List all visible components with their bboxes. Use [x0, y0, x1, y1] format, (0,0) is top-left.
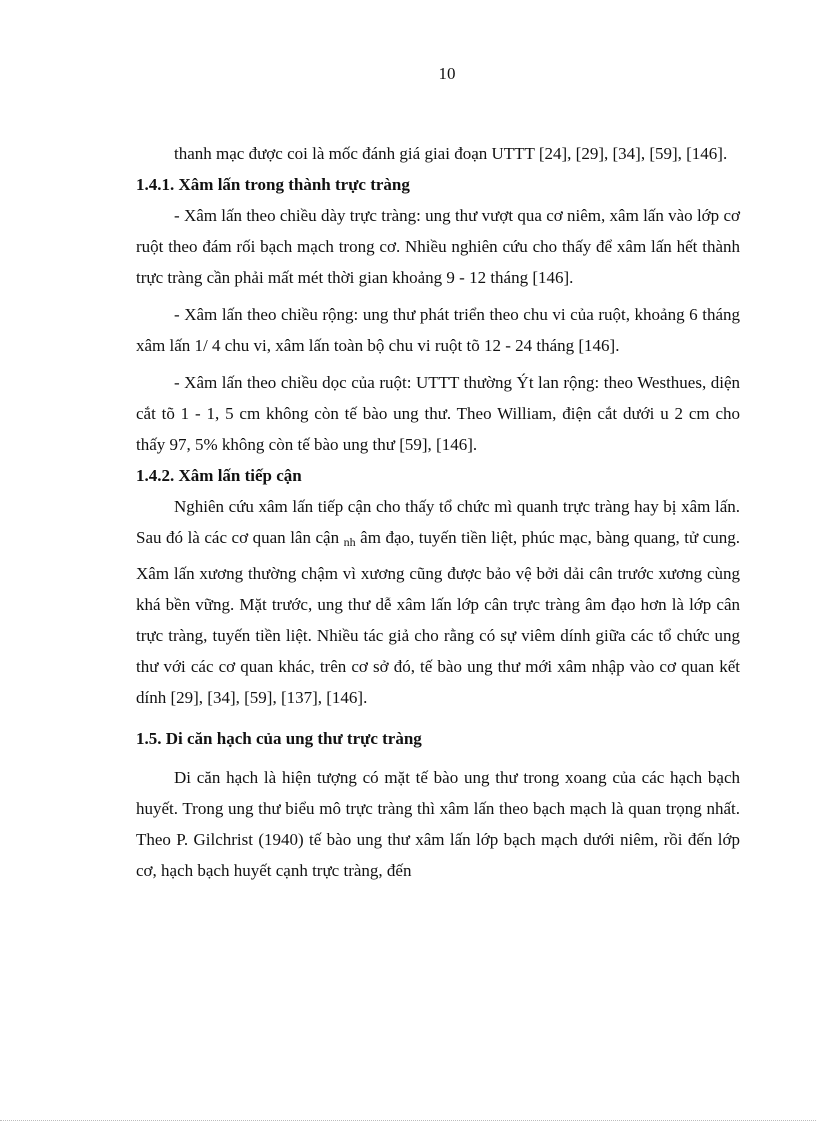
section-heading-1-4-1: 1.4.1. Xâm lấn trong thành trực tràng: [136, 175, 410, 194]
paragraph-depth-invasion: - Xâm lấn theo chiều dày trực tràng: ung thư vượt qua cơ niêm, xâm lấn vào lớp cơ ruột theo đám rối bạch mạch trong cơ. Nhiều nghiên cứu cho thấy để xâm lấn hết thành trực tràng cần phải mất mét thời gian khoảng 9 - 12 tháng [146].: [136, 206, 740, 287]
paragraph-adjacent-invasion: [136, 491, 740, 713]
page-bottom-divider: [0, 1120, 816, 1121]
paragraph-adjacent-invasion-part1: Nghiên cứu xâm lấn tiếp cận cho thấy tổ chức mì quanh trực tràng hay bị xâm lấn. Sau đó là các cơ quan lân cận: [136, 497, 740, 547]
paragraph-width-invasion: - Xâm lấn theo chiều rộng: ung thư phát triển theo chu vi của ruột, khoảng 6 tháng xâm lấn 1/ 4 chu vi, xâm lấn toàn bộ chu vi ruột tõ 12 - 24 tháng [146].: [136, 305, 740, 355]
paragraph-continuation: thanh mạc được coi là mốc đánh giá giai đoạn UTTT [24], [29], [34], [59], [146].: [174, 144, 728, 163]
document-body: [136, 138, 740, 886]
paragraph-adjacent-invasion-part2: âm đạo, tuyến tiền liệt, phúc mạc, bàng quang, tử cung. Xâm lấn xương thường chậm vì xương cũng được bảo vệ bởi dải cân trước xương cùng khá bền vững. Mặt trước, ung thư dễ xâm lấn lớp cân trực tràng âm đạo hơn là lớp cân trực tràng, tuyến tiền liệt. Nhiều tác giả cho rằng có sự viêm dính giữa các tổ chức ung thư với các cơ quan khác, trên cơ sở đó, tế bào ung thư mới xâm nhập vào cơ quan kết dính [29], [34], [59], [137], [146].: [136, 528, 740, 707]
page-number: 10: [438, 64, 456, 83]
paragraph-length-invasion: - Xâm lấn theo chiều dọc của ruột: UTTT thường Ýt lan rộng: theo Westhues, diện cắt tõ 1 - 1, 5 cm không còn tế bào ung thư. Theo William, điện cắt dưới u 2 cm cho thấy 97, 5% không còn tế bào ung thư [59], [146].: [136, 373, 740, 454]
inline-subscript-text: nh: [343, 535, 356, 549]
paragraph-lymph-metastasis: Di căn hạch là hiện tượng có mặt tế bào ung thư trong xoang của các hạch bạch huyết. Trong ung thư biểu mô trực tràng thì xâm lấn theo bạch mạch là quan trọng nhất. Theo P. Gilchrist (1940) tế bào ung thư xâm lấn lớp bạch mạch dưới niêm, rồi đến lớp cơ, hạch bạch huyết cạnh trực tràng, đến: [136, 768, 740, 880]
section-heading-1-5: 1.5. Di căn hạch của ung thư trực tràng: [136, 729, 422, 748]
section-heading-1-4-2: 1.4.2. Xâm lấn tiếp cận: [136, 466, 302, 485]
